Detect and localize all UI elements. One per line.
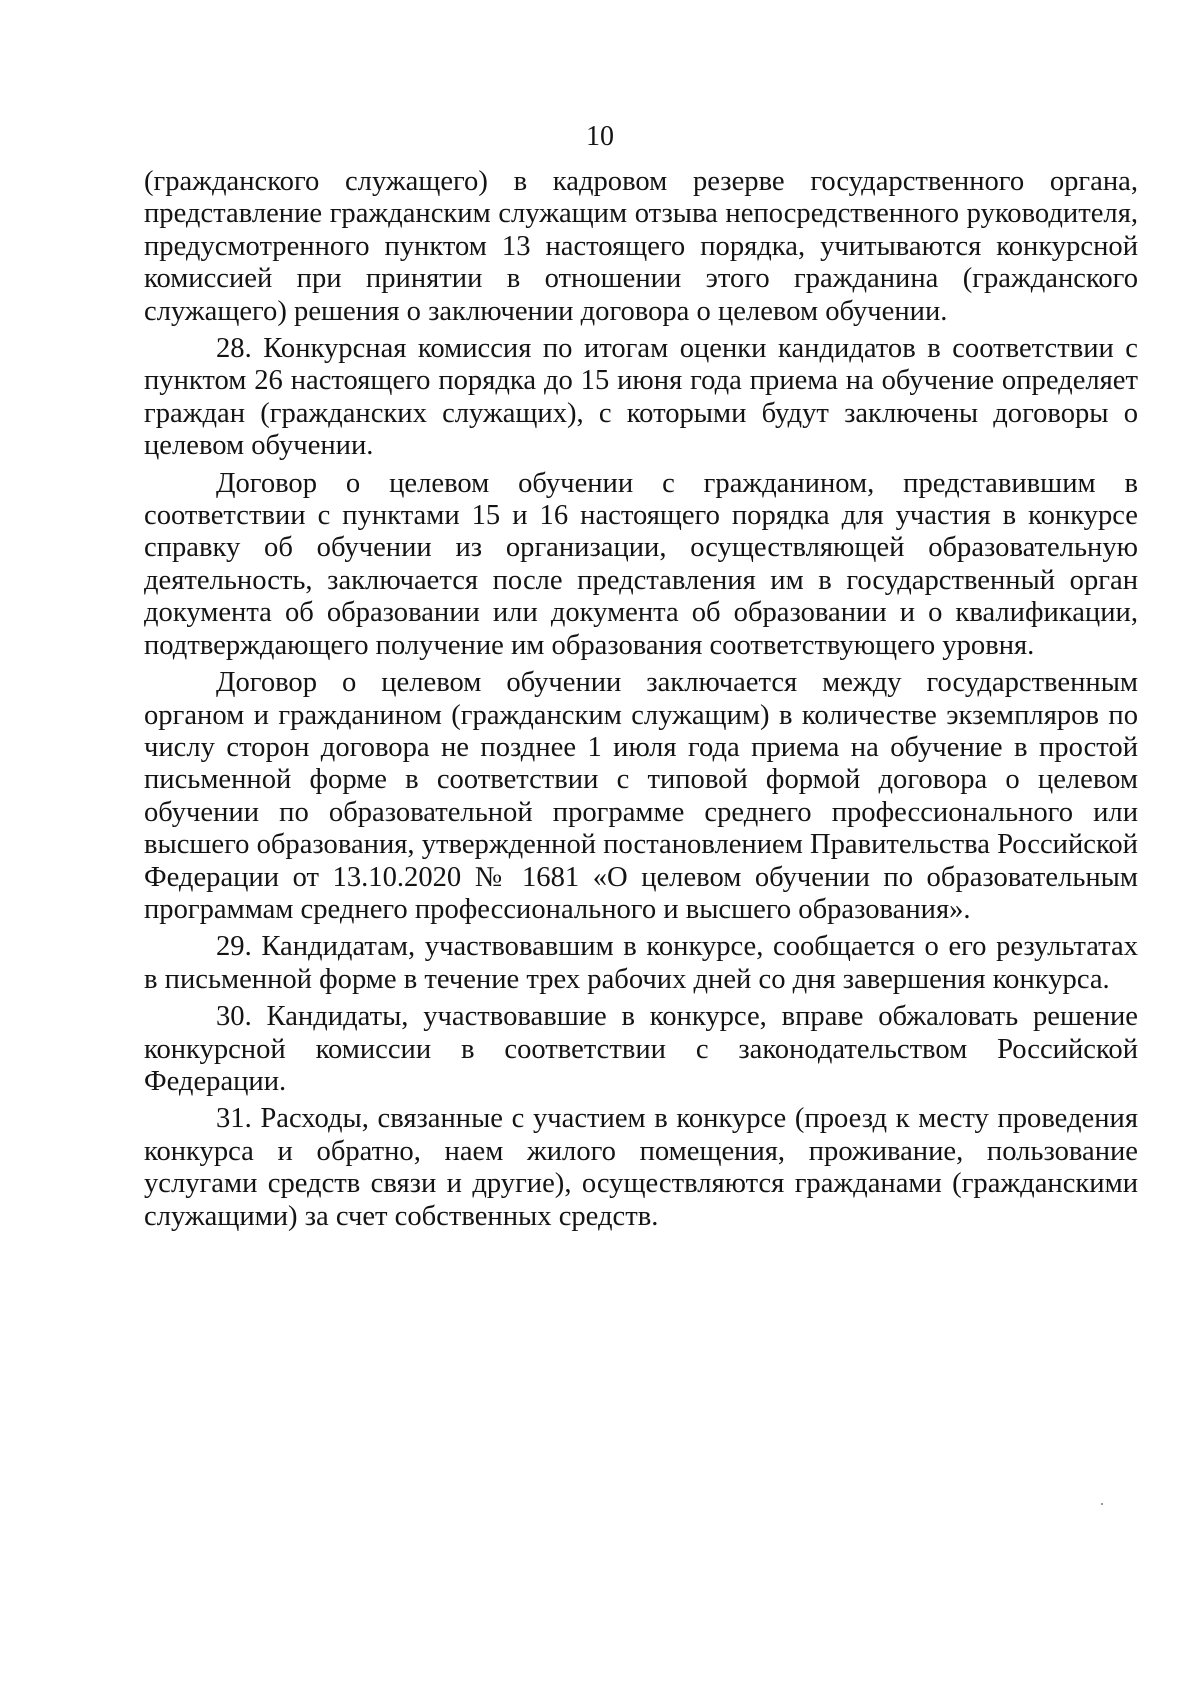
page-number: 10 [586,121,614,152]
document-body [144,166,1138,1233]
scan-speck [1101,1503,1103,1505]
paragraph-contract-conclusion: Договор о целевом обучении заключается между государственным органом и гражданином (гражданским служащим) в количестве экземпляров по числу сторон договора не позднее 1 июля года приема на обучение в простой письменной форме в соответствии с типовой формой договора о целевом обучении по образовательной программе среднего профессионального или высшего образования, утвержденной постановлением Правительства Российской Федерации от 13.10.2020 № 1681 «О целевом обучении по образовательным программам среднего профессионального и высшего образования». [144,667,1138,925]
paragraph-28: 28. Конкурсная комиссия по итогам оценки кандидатов в соответствии с пунктом 26 настоящего порядка до 15 июня года приема на обучение определяет граждан (гражданских служащих), с которыми будут заключены договоры о целевом обучении. [144,333,1138,462]
paragraph-31: 31. Расходы, связанные с участием в конкурсе (проезд к месту проведения конкурса и обратно, наем жилого помещения, проживание, пользование услугами средств связи и другие), осуществляются гражданами (гражданскими служащими) за счет собственных средств. [144,1103,1138,1232]
paragraph-29: 29. Кандидатам, участвовавшим в конкурсе, сообщается о его результатах в письменной форме в течение трех рабочих дней со дня завершения конкурса. [144,931,1138,995]
paragraph-contract-certificate: Договор о целевом обучении с гражданином, представившим в соответствии с пунктами 15 и 16 настоящего порядка для участия в конкурсе справку об обучении из организации, осуществляющей образовательную деятельность, заключается после представления им в государственный орган документа об образовании или документа об образовании и о квалификации, подтверждающего получение им образования соответствующего уровня. [144,467,1138,661]
paragraph-continuation: (гражданского служащего) в кадровом резерве государственного органа, представление гражданским служащим отзыва непосредственного руководителя, предусмотренного пунктом 13 настоящего порядка, учитываются конкурсной комиссией при принятии в отношении этого гражданина (гражданского служащего) решения о заключении договора о целевом обучении. [144,166,1138,327]
paragraph-30: 30. Кандидаты, участвовавшие в конкурсе, вправе обжаловать решение конкурсной комиссии в соответствии с законодательством Российской Федерации. [144,1001,1138,1097]
